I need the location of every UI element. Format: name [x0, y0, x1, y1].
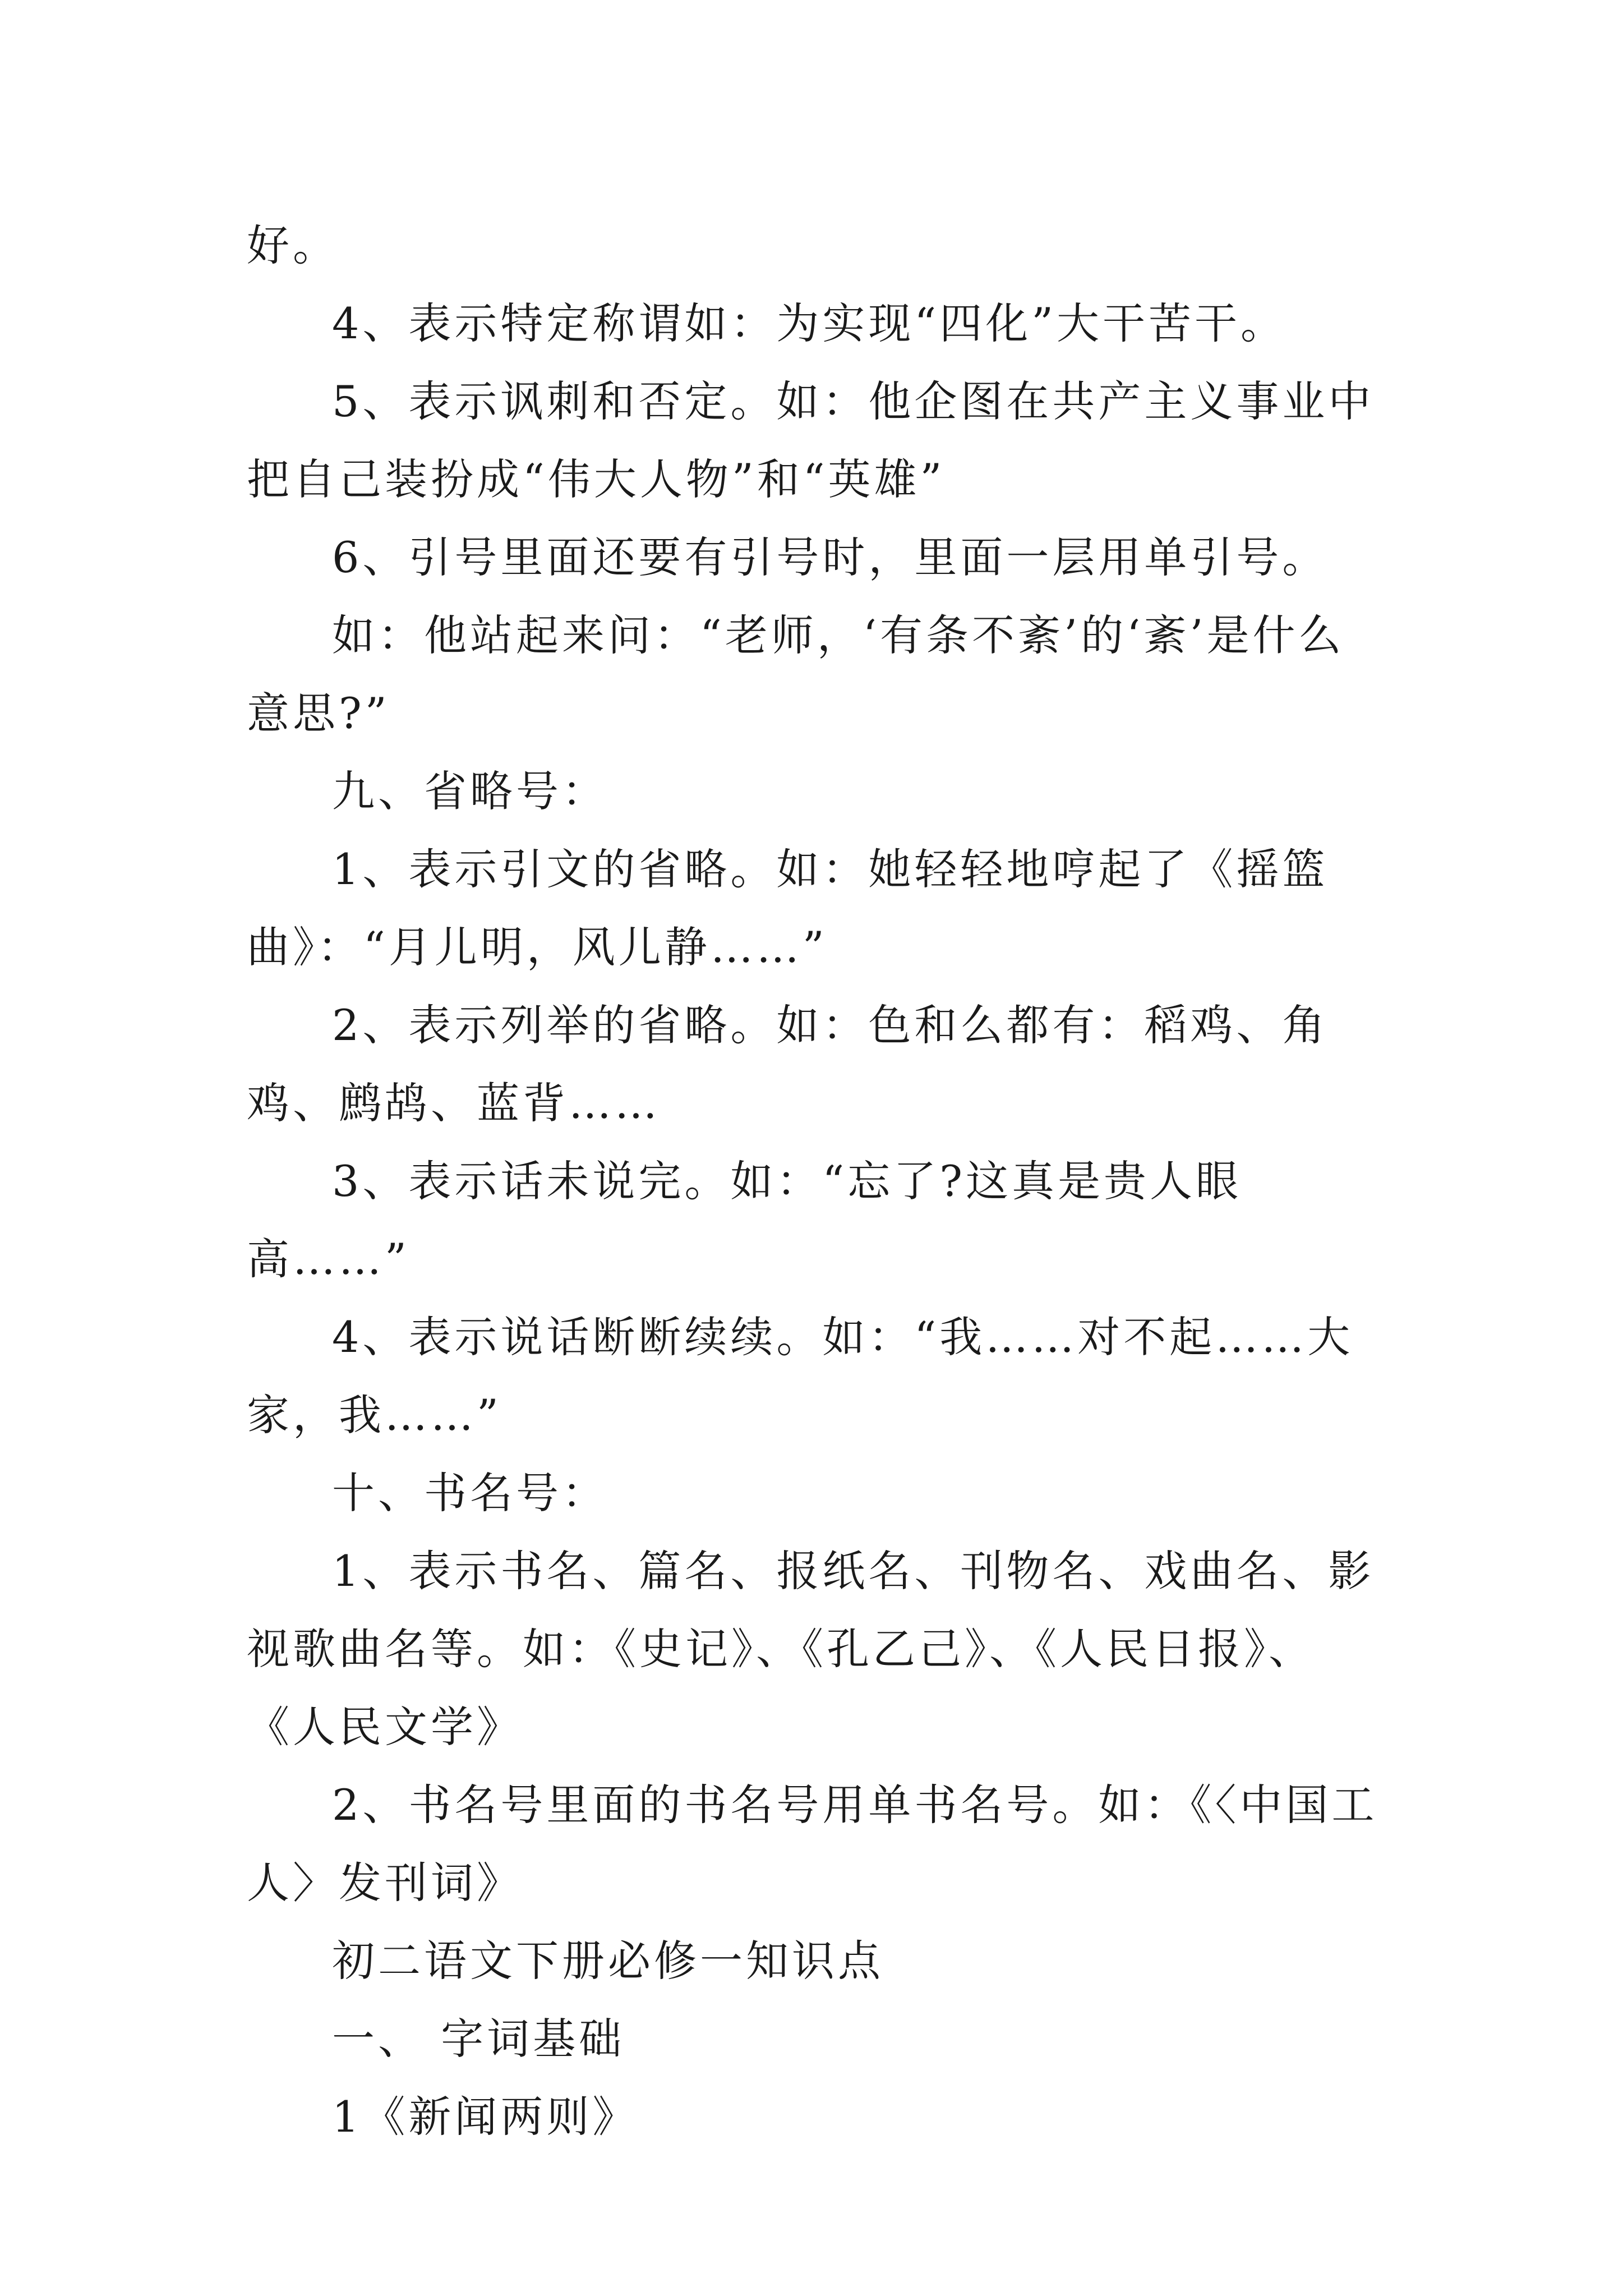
subsection-heading: 1《新闻两则》 [332, 2092, 639, 2142]
paragraph: 6、引号里面还要有引号时，里面一层用单引号。 [332, 532, 1329, 582]
paragraph: 4、表示说话断断续续。如：“我……对不起……大家，我……” [247, 1312, 1354, 1440]
section-heading: 十、书名号： [332, 1468, 608, 1518]
paragraph: 5、表示讽刺和否定。如：他企图在共产主义事业中把自己装扮成“伟大人物”和“英雄” [247, 376, 1375, 504]
section-heading: 一、 字词基础 [332, 2014, 625, 2064]
paragraph: 1、表示书名、篇名、报纸名、刊物名、戏曲名、影视歌曲名等。如：《史记》、《孔乙己》、《人民日报》、《人民文学》 [247, 1546, 1375, 1752]
document-body [247, 206, 1380, 2156]
section-heading: 九、省略号： [332, 766, 608, 816]
paragraph: 1、表示引文的省略。如：她轻轻地哼起了《摇篮曲》：“月儿明，风儿静……” [247, 844, 1329, 972]
paragraph: 2、表示列举的省略。如：色和么都有：稻鸡、角鸡、鹧鸪、蓝背…… [247, 1000, 1329, 1128]
paragraph: 如：他站起来问：“老师，‘有条不紊’的‘紊’是什么意思?” [247, 610, 1345, 738]
document-title: 初二语文下册必修一知识点 [332, 1936, 884, 1986]
paragraph: 3、表示话未说完。如：“忘了?这真是贵人眼高……” [247, 1156, 1242, 1284]
paragraph: 好。 [247, 220, 339, 270]
paragraph: 4、表示特定称谓如：为实现“四化”大干苦干。 [332, 298, 1287, 348]
paragraph: 2、书名号里面的书名号用单书名号。如：《〈中国工人〉发刊词》 [247, 1780, 1378, 1908]
